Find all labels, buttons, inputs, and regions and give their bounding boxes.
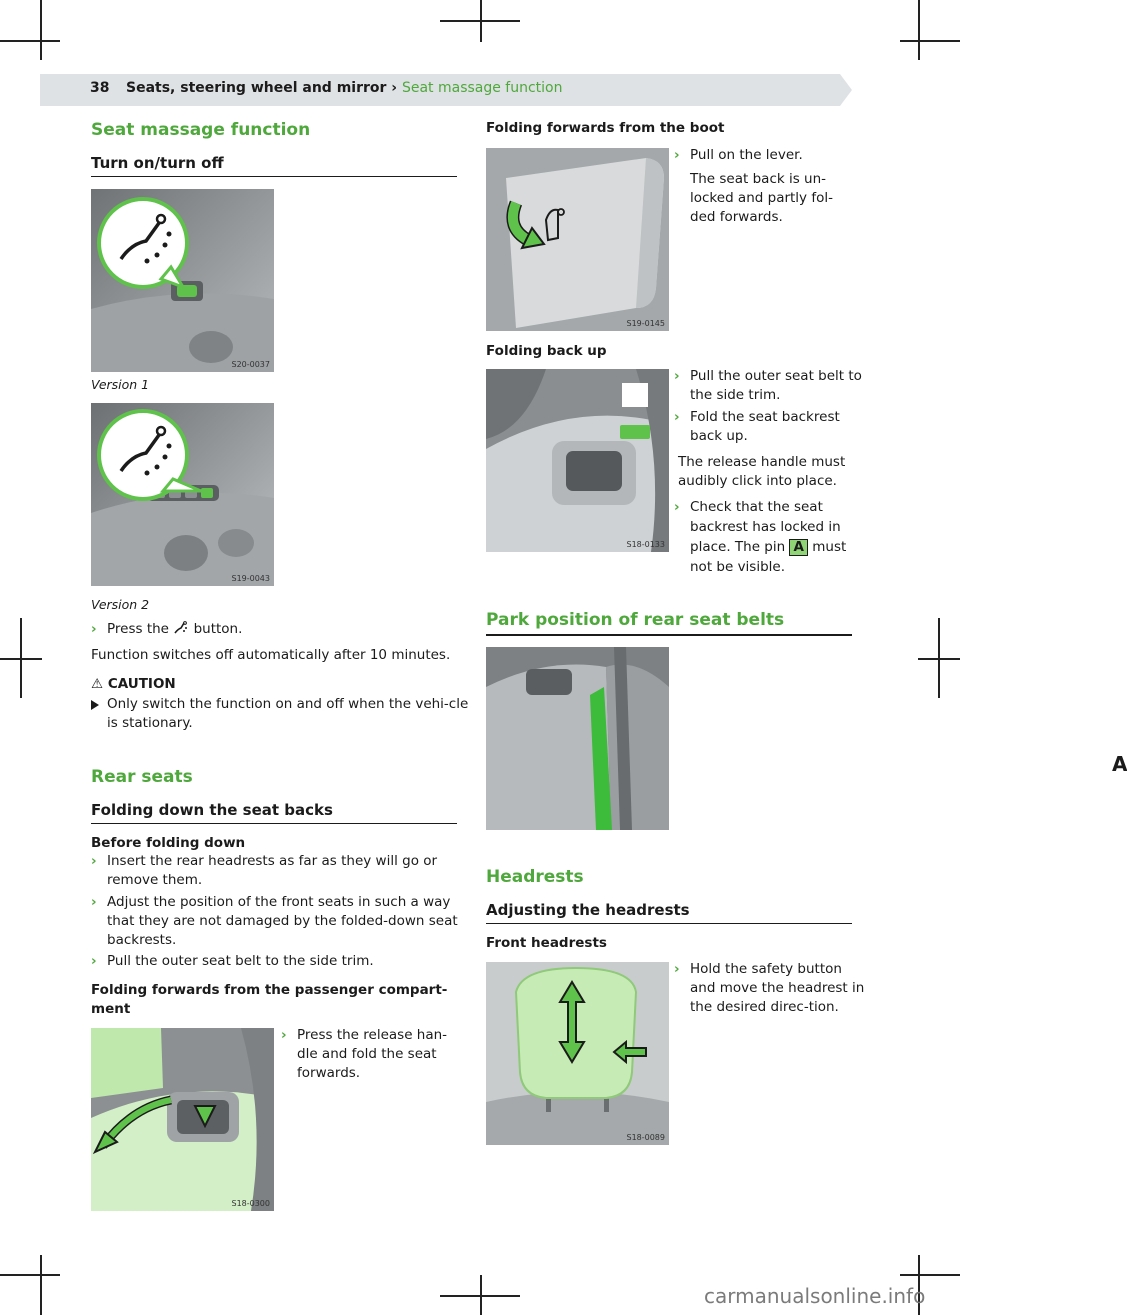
- figure-fold-from-passenger: [91, 1028, 274, 1211]
- step-marker-icon: ›: [674, 409, 680, 425]
- seat-switch-illustration: [91, 189, 274, 372]
- step-seat-belt: › Pull the outer seat belt to the side trim.: [91, 953, 374, 969]
- massage-seat-icon: [173, 621, 189, 635]
- figure-code: S19-0043: [231, 574, 270, 583]
- subsection-adjusting-headrests: Adjusting the headrests: [486, 901, 852, 924]
- heading-before-folding: Before folding down: [91, 835, 246, 851]
- step-fold-backrest-up: › Fold the seat backrest back up.: [674, 409, 840, 444]
- figure-fold-from-boot: [486, 148, 669, 331]
- subsection-folding-down: Folding down the seat backs: [91, 801, 457, 824]
- step-marker-icon: ›: [91, 894, 97, 910]
- breadcrumb-separator: ›: [391, 80, 398, 96]
- step-pull-seat-belt: › Pull the outer seat belt to the side trim.: [674, 368, 862, 403]
- figure-code: S20-0037: [231, 360, 270, 369]
- section-title-headrests: Headrests: [486, 867, 584, 887]
- figure-park-position-belts: [486, 647, 669, 830]
- step-marker-icon: ›: [91, 621, 97, 637]
- backup-click-note: The release handle must audibly click into place.: [678, 454, 846, 489]
- seat-pin-illustration: [486, 369, 669, 552]
- step-marker-icon: ›: [674, 147, 680, 163]
- step-check-locked: › Check that the seat backrest has locked in place. The pin A must not be visible.: [674, 499, 847, 575]
- figure-code: S18-0089: [626, 1133, 665, 1142]
- step-marker-icon: ›: [91, 853, 97, 869]
- figure-massage-version-2: [91, 403, 274, 586]
- section-title-rear-seats: Rear seats: [91, 767, 193, 787]
- heading-passenger-compartment: Folding forwards from the passenger compart-ment: [91, 982, 448, 1017]
- section-title-park-belts: Park position of rear seat belts: [486, 610, 785, 630]
- step-marker-icon: ›: [674, 961, 680, 977]
- auto-off-note: Function switches off automatically after 10 minutes.: [91, 647, 451, 663]
- warning-triangle-icon: ⚠: [91, 676, 104, 692]
- figure-caption-version-1: Version 1: [91, 377, 150, 392]
- figure-massage-version-1: [91, 189, 274, 372]
- seat-switch-illustration: [91, 403, 274, 586]
- boot-result-note: The seat back is un-locked and partly fol-ded forwards.: [690, 171, 833, 225]
- step-hold-safety-button: › Hold the safety button and move the headrest in the desired direc-tion.: [674, 961, 865, 1015]
- section-rule: [486, 634, 852, 636]
- step-marker-icon: ›: [674, 368, 680, 384]
- subsection-turn-on-off: Turn on/turn off: [91, 154, 457, 177]
- step-marker-icon: ›: [674, 499, 680, 515]
- figure-caption-version-2: Version 2: [91, 597, 150, 612]
- bullet-triangle-icon: [91, 700, 99, 710]
- figure-code: S18-0300: [231, 1199, 270, 1208]
- page-number: 38: [90, 80, 110, 96]
- pin-label-a: A: [789, 539, 807, 556]
- step-front-seats: › Adjust the position of the front seats in such a way that they are not damaged by the folded-down seat backrests.: [91, 894, 458, 948]
- figure-label-a: A: [1112, 752, 1127, 776]
- step-press-release-handle: › Press the release han-dle and fold the seat forwards.: [281, 1027, 448, 1081]
- heading-fold-from-boot: Folding forwards from the boot: [486, 120, 725, 136]
- figure-front-headrest: [486, 962, 669, 1145]
- step-marker-icon: ›: [281, 1027, 287, 1043]
- heading-front-headrests: Front headrests: [486, 935, 607, 951]
- caution-heading: ⚠ CAUTION: [91, 676, 176, 692]
- step-press-button: › Press the button.: [91, 621, 243, 637]
- breadcrumb-parent[interactable]: Seats, steering wheel and mirror: [126, 80, 387, 96]
- step-pull-lever: › Pull on the lever.: [674, 147, 803, 163]
- breadcrumb: [126, 80, 563, 96]
- figure-code: S18-0133: [626, 540, 665, 549]
- figure-code: S19-0145: [626, 319, 665, 328]
- step-marker-icon: ›: [91, 953, 97, 969]
- seat-belt-illustration: [486, 647, 669, 830]
- watermark: carmanualsonline.info: [704, 1284, 926, 1308]
- boot-lever-illustration: [486, 148, 669, 331]
- headrest-illustration: [486, 962, 669, 1145]
- heading-fold-back-up: Folding back up: [486, 343, 607, 359]
- breadcrumb-current: Seat massage function: [401, 80, 563, 96]
- section-title-massage: Seat massage function: [91, 120, 311, 140]
- step-headrests: › Insert the rear headrests as far as they will go or remove them.: [91, 853, 438, 888]
- release-handle-illustration: [91, 1028, 274, 1211]
- caution-item: Only switch the function on and off when the vehi-cle is stationary.: [91, 695, 473, 733]
